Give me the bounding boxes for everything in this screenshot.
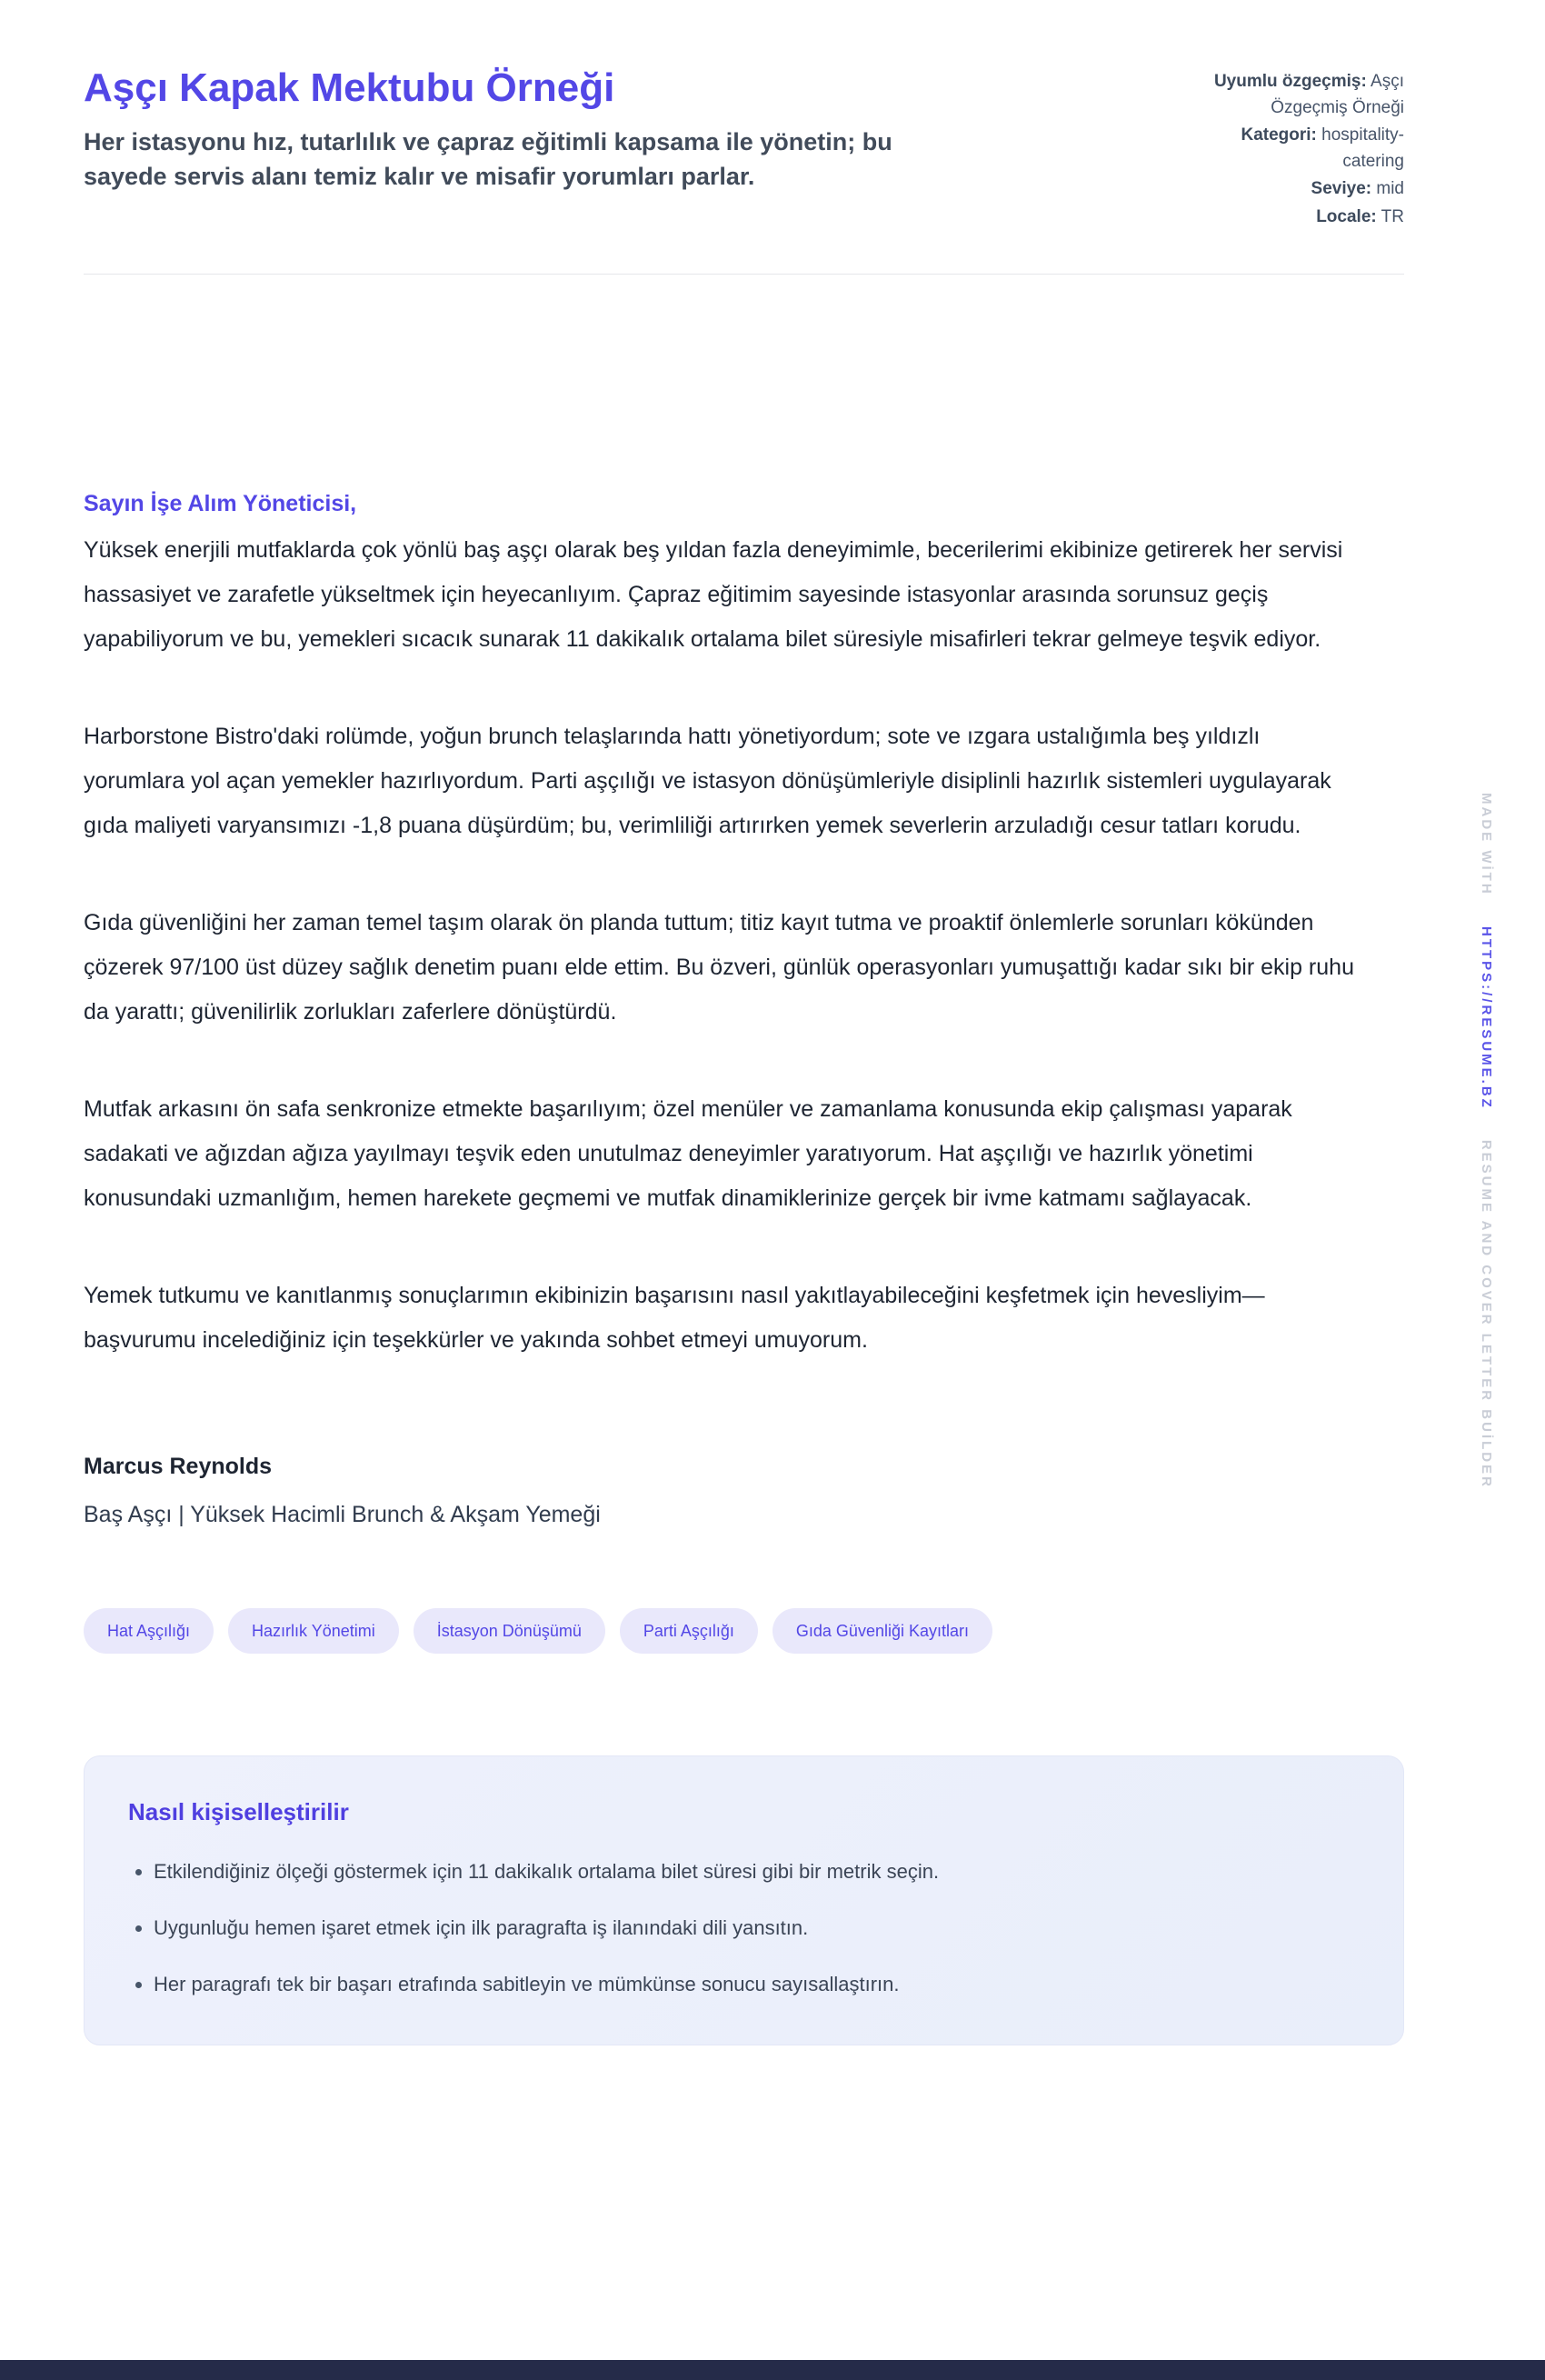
meta-panel <box>1191 65 1404 232</box>
meta-value: hospitality-catering <box>1321 125 1404 171</box>
made-with-ribbon <box>1479 793 1494 1489</box>
skill-tags <box>84 1608 1404 1654</box>
skill-tag-pill[interactable]: Hazırlık Yönetimi <box>228 1608 399 1654</box>
meta-row <box>1191 176 1404 203</box>
cover-letter <box>84 275 1404 1528</box>
resume-bz-link[interactable]: HTTPS://RESUME.BZ <box>1479 925 1494 1110</box>
skill-tag-pill[interactable]: İstasyon Dönüşümü <box>414 1608 605 1654</box>
signature-name: Marcus Reynolds <box>84 1454 273 1479</box>
meta-label: Uyumlu özgeçmiş: <box>1213 72 1367 91</box>
meta-label: Seviye: <box>1311 179 1372 198</box>
skill-tag-pill[interactable]: Parti Aşçılığı <box>620 1608 758 1654</box>
signature-block <box>84 1454 1404 1528</box>
page-subtitle: Her istasyonu hız, tutarlılık ve çapraz eğitimli kapsama ile yönetin; bu sayede servis alanı temiz kalır ve misafir yorumları parlar. <box>84 127 892 190</box>
letter-paragraph: Gıda güvenliğini her zaman temel taşım olarak ön planda tuttum; titiz kayıt tutma ve proaktif önlemlerle sorunları kökünden çözerek 97/100 üst düzey sağlık denetim puanı elde ettim. Bu özveri, günlük operasyonları yumuşattığı kadar sıkı bir ekip ruhu da yarattı; güvenilirlik zorlukları zaferlere dönüştürdü. <box>84 910 1354 1025</box>
salutation: Sayın İşe Alım Yöneticisi, <box>84 491 357 516</box>
footer-bar <box>0 2360 1545 2380</box>
meta-label: Locale: <box>1316 206 1377 226</box>
header-text-block <box>84 65 947 194</box>
letter-paragraphs <box>84 528 1404 1363</box>
letter-paragraph: Yüksek enerjili mutfaklarda çok yönlü baş aşçı olarak beş yıldan fazla deneyimimle, becerilerimi ekibinize getirerek her servisi hassasiyet ve zarafetle yükseltmek için heyecanlıyım. Çapraz eğitimim sayesinde istasyonlar arasında sorunsuz geçiş yapabiliyorum ve bu, yemekleri sıcacık sunarak 11 dakikalık ortalama bilet süresiyle misafirleri tekrar gelmeye teşvik ediyor. <box>84 537 1343 652</box>
signature-role: Baş Aşçı | Yüksek Hacimli Brunch & Akşam Yemeği <box>84 1502 601 1527</box>
tips-list <box>128 1857 1360 1999</box>
tip-item: • Etkilendiğiniz ölçeği göstermek için 11 dakikalık ortalama bilet süresi gibi bir metrik seçin. <box>154 1857 1360 1886</box>
skill-tag-pill[interactable]: Gıda Güvenliği Kayıtları <box>772 1608 992 1654</box>
letter-paragraph: Harborstone Bistro'daki rolümde, yoğun brunch telaşlarında hattı yönetiyordum; sote ve ızgara ustalığımla beş yıldızlı yorumlara yol açan yemekler hazırlıyordum. Parti aşçılığı ve istasyon dönüşümleriyle disiplinli hazırlık sistemleri uygulayarak gıda maliyeti varyansımızı -1,8 puana düşürdüm; bu, verimliliği artırırken yemek severlerin arzuladığı cesur tatları korudu. <box>84 724 1331 838</box>
meta-value: Aşçı Özgeçmiş Örneği <box>1271 72 1404 117</box>
meta-label: Kategori: <box>1241 125 1317 145</box>
skill-tag-pill[interactable]: Hat Aşçılığı <box>84 1608 214 1654</box>
header <box>84 0 1404 232</box>
page-title: Aşçı Kapak Mektubu Örneği <box>84 65 615 110</box>
ribbon-suffix: RESUME AND COVER LETTER BUİLDER <box>1479 1139 1494 1489</box>
meta-row <box>1191 205 1404 231</box>
ribbon-prefix: MADE WİTH <box>1479 793 1494 896</box>
meta-row <box>1191 69 1404 121</box>
tip-item: • Her paragrafı tek bir başarı etrafında sabitleyin ve mümkünse sonucu sayısallaştırın. <box>154 1970 1360 1999</box>
letter-paragraph: Yemek tutkumu ve kanıtlanmış sonuçlarımın ekibinizin başarısını nasıl yakıtlayabileceğini keşfetmek için hevesliyim—başvurumu incelediğiniz için teşekkürler ve yakında sohbet etmeyi umuyorum. <box>84 1283 1265 1353</box>
personalize-tips-card <box>84 1755 1404 2045</box>
letter-paragraph: Mutfak arkasını ön safa senkronize etmekte başarılıyım; özel menüler ve zamanlama konusunda ekip çalışması yaparak sadakati ve ağızdan ağıza yayılmayı teşvik eden unutulmaz deneyimler yaratıyorum. Hat aşçılığı ve hazırlık yönetimi konusundaki uzmanlığım, hemen harekete geçmemi ve mutfak dinamiklerinize gerçek bir ivme katmamı sağlayacak. <box>84 1096 1292 1211</box>
meta-row <box>1191 123 1404 175</box>
meta-value: TR <box>1381 206 1404 226</box>
meta-value: mid <box>1376 179 1404 198</box>
tips-title: Nasıl kişiselleştirilir <box>128 1798 349 1825</box>
tip-item: • Uygunluğu hemen işaret etmek için ilk paragrafta iş ilanındaki dili yansıtın. <box>154 1914 1360 1943</box>
